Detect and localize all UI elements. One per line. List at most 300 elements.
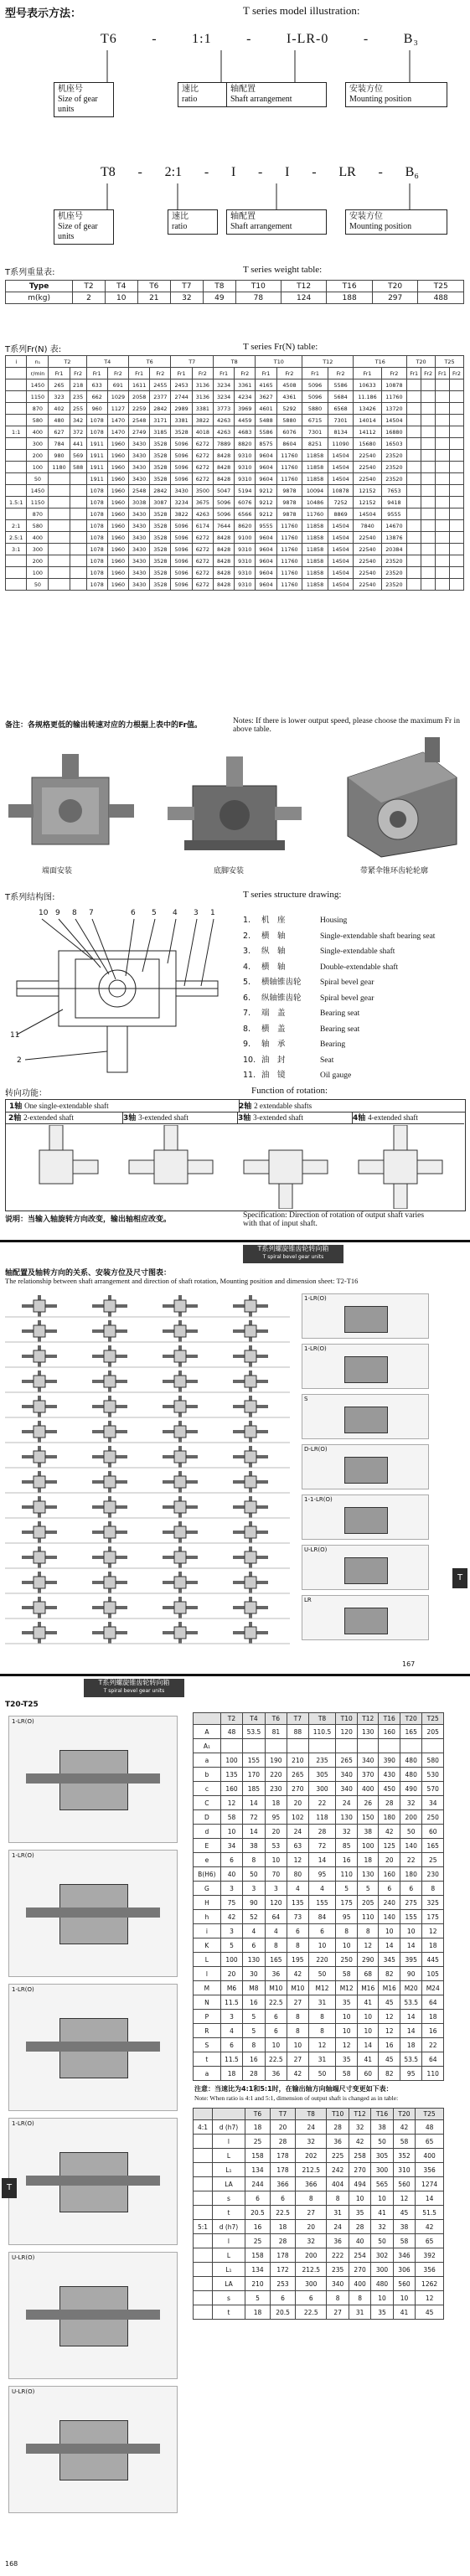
fr-value-cell: 15680 [354, 438, 381, 450]
arrangement-diagram [163, 1597, 198, 1618]
dim-value-cell: 170 [243, 1768, 265, 1782]
dim-value-cell: M16 [379, 1981, 400, 1995]
fr-value-cell: 1078 [86, 426, 107, 438]
fr-value-cell: 14504 [328, 520, 354, 532]
fr-value-cell: 3430 [129, 567, 150, 579]
fr-value-cell: 2548 [129, 485, 150, 497]
fr-value-cell: 1960 [107, 473, 128, 485]
fr-value-cell: 14504 [328, 544, 354, 555]
dim-value-cell: 3 [220, 2010, 242, 2024]
fr-value-cell: 8620 [235, 520, 256, 532]
fr-speed-cell: 1150 [27, 497, 49, 508]
arrangement-diagram [163, 1371, 198, 1392]
fr-value-cell: 20384 [381, 544, 407, 555]
fr-value-cell: 14504 [381, 415, 407, 426]
fr-value-cell: 6272 [192, 567, 213, 579]
dim-value-cell: 8 [287, 1938, 309, 1953]
fr-value-cell: 4165 [256, 379, 276, 391]
dim-value-cell: 95 [336, 1910, 358, 1924]
dim-value-cell: 6 [265, 2010, 287, 2024]
dim-row [194, 1739, 444, 1753]
fr-value-cell: 1911 [86, 462, 107, 473]
fr-value-cell: 2749 [129, 426, 150, 438]
fr-value-cell: 23520 [381, 555, 407, 567]
part-name-en: Spiral bevel gear [320, 994, 374, 1003]
part-item [243, 991, 465, 1007]
fr-value-cell [49, 473, 70, 485]
arrangement-diagram [233, 1345, 268, 1367]
fr-value-cell: 3430 [129, 520, 150, 532]
dim-value-cell: 95 [400, 2067, 421, 2081]
fr-ratio-cell [6, 438, 27, 450]
page-divider-2 [0, 1674, 470, 1676]
fr-value-cell: 5096 [302, 379, 328, 391]
fr-ratio-cell [6, 555, 27, 567]
fr-value-cell [421, 497, 436, 508]
dim-value-cell: 16 [243, 1995, 265, 2010]
fr-value-cell: 480 [49, 415, 70, 426]
fr-value-cell: 16880 [381, 426, 407, 438]
fr-value-cell [407, 462, 421, 473]
dim-value-cell: 64 [422, 1995, 444, 2010]
fr-value-cell: 5096 [171, 532, 192, 544]
fr-value-cell: 6076 [276, 426, 302, 438]
arrangement-diagram [163, 1572, 198, 1593]
callout-6: 6 [131, 909, 136, 917]
ratio-value-cell: 6 [245, 2191, 270, 2206]
arrangement-diagram [22, 1295, 57, 1317]
product-photo-cutaway [331, 736, 465, 861]
arrangement-diagram [92, 1597, 127, 1618]
model-code-1 [101, 32, 419, 47]
fr-header-sub: Fr1 [302, 368, 328, 379]
part-number: 3. [243, 947, 251, 956]
fr-value-cell: 1470 [107, 415, 128, 426]
dim-value-cell: 80 [287, 1867, 309, 1882]
dim-value-cell: M8 [243, 1981, 265, 1995]
fr-value-cell: 11858 [302, 579, 328, 591]
ratio-value-cell: 244 [245, 2177, 270, 2191]
fr-value-cell: 2377 [150, 391, 171, 403]
fr-value-cell: 7644 [213, 520, 234, 532]
fr-speed-cell: 100 [27, 462, 49, 473]
fr-value-cell: 2453 [171, 379, 192, 391]
fr-value-cell: 3500 [192, 485, 213, 497]
fr-value-cell: 3627 [256, 391, 276, 403]
fr-value-cell [421, 544, 436, 555]
arrangement-diagram [92, 1521, 127, 1543]
ratio-value-cell: 6 [271, 2291, 296, 2305]
dim-row [194, 1967, 444, 1981]
dim-value-cell: 30 [243, 1967, 265, 1981]
dim-value-cell: 180 [400, 1867, 421, 1882]
fr-header-sub: Fr1 [256, 368, 276, 379]
dim-value-cell: 41 [357, 1995, 379, 2010]
fr-value-cell [449, 415, 463, 426]
fr-value-cell: 8251 [302, 438, 328, 450]
fr-value-cell [407, 438, 421, 450]
arrangement-diagram [92, 1320, 127, 1342]
dim-value-cell: 3 [243, 1882, 265, 1896]
dim-value-cell: 14 [400, 1938, 421, 1953]
dim-value-cell: 130 [336, 1810, 358, 1825]
fr-value-cell: 23520 [381, 567, 407, 579]
dim-row [194, 2038, 444, 2052]
dim-value-cell: 10 [400, 1924, 421, 1938]
arrangement-diagram [22, 1521, 57, 1543]
ratio-value-cell: 6 [271, 2191, 296, 2206]
fr-value-cell: 4601 [256, 403, 276, 415]
fr-value-cell: 3136 [192, 379, 213, 391]
part-name-en: Spiral bevel gear [320, 978, 374, 987]
fr-value-cell: 9878 [276, 508, 302, 520]
fr-value-cell: 9604 [256, 473, 276, 485]
fr-row [6, 438, 464, 450]
fr-header-sub: Fr2 [192, 368, 213, 379]
side-tab-t: T [452, 1568, 467, 1588]
ratio-header-cell: T6 [245, 2109, 270, 2120]
fr-value-cell: 3234 [171, 497, 192, 508]
dim-value-cell: 84 [308, 1910, 336, 1924]
ratio-note-cn: 注意：当速比为4:1和5:1时，在输出轴方向轴端尺寸变更如下表： [194, 2085, 393, 2093]
dim-symbol-cell: e [194, 1853, 221, 1867]
fr-value-cell [49, 497, 70, 508]
dim-header-cell: T12 [357, 1713, 379, 1725]
fr-ratio-cell [6, 579, 27, 591]
ratio-label-cell [194, 2305, 213, 2320]
fr-value-cell: 22540 [354, 450, 381, 462]
dim-value-cell: 18 [265, 1796, 287, 1810]
dim-value-cell: 52 [243, 1910, 265, 1924]
fr-value-cell: 11090 [328, 438, 354, 450]
fr-value-cell: 1127 [107, 403, 128, 415]
dim-value-cell: 14 [243, 1825, 265, 1839]
callout-8: 8 [72, 909, 77, 917]
dim-value-cell: 120 [265, 1896, 287, 1910]
fr-value-cell: 3234 [213, 391, 234, 403]
dim-value-cell: 10 [308, 1938, 336, 1953]
dim-value-cell: 220 [265, 1768, 287, 1782]
arrangement-diagram [22, 1622, 57, 1644]
dim-value-cell: 16 [336, 1853, 358, 1867]
ratio-value-cell: 18 [271, 2220, 296, 2234]
dim-value-cell: 250 [336, 1953, 358, 1967]
fr-value-cell: 3528 [150, 438, 171, 450]
ratio-row [194, 2248, 444, 2263]
dim-value-cell: 70 [265, 1867, 287, 1882]
fr-value-cell: 1960 [107, 520, 128, 532]
dim-value-cell: 125 [379, 1839, 400, 1853]
fr-value-cell [436, 391, 450, 403]
ratio-value-cell: 51.5 [416, 2206, 444, 2220]
dim-value-cell: 53.5 [243, 1725, 265, 1739]
fr-speed-cell: 1450 [27, 379, 49, 391]
fr-value-cell: 5096 [171, 579, 192, 591]
fr-value-cell [407, 391, 421, 403]
fr-value-cell: 9418 [381, 497, 407, 508]
weight-value-cell: 78 [235, 292, 281, 304]
dim-value-cell: 64 [265, 1910, 287, 1924]
gearbox-outline [344, 1356, 388, 1383]
dimension-drawing-label: 1-LR(O) [304, 1295, 327, 1302]
dim-value-cell: 34 [220, 1839, 242, 1853]
part-number: 4. [243, 962, 251, 972]
part-name-cn: 油 封 [261, 1055, 286, 1065]
weight-value-cell: 10 [105, 292, 137, 304]
dim-value-cell: 205 [357, 1896, 379, 1910]
fr-row [6, 555, 464, 567]
ratio-value-cell: 31 [327, 2206, 349, 2220]
ratio-label-cell [194, 2206, 213, 2220]
fr-value-cell: 8820 [235, 438, 256, 450]
ratio-row [194, 2206, 444, 2220]
fr-value-cell [70, 567, 86, 579]
dim-symbol-cell: E [194, 1839, 221, 1853]
ratio-value-cell: 10 [349, 2191, 370, 2206]
gearbox-outline [344, 1507, 388, 1534]
fr-value-cell: 9310 [235, 555, 256, 567]
dimension-section-title: T20-T25 [5, 1701, 39, 1709]
fr-value-cell: 11760 [276, 567, 302, 579]
dim-value-cell [220, 1739, 242, 1753]
dim-value-cell: M12 [336, 1981, 358, 1995]
dim-value-cell: 10 [287, 2038, 309, 2052]
dimension-drawing [302, 1494, 429, 1540]
fr-row [6, 567, 464, 579]
dim-value-cell: 48 [220, 1725, 242, 1739]
dim-symbol-cell: h [194, 1910, 221, 1924]
fr-value-cell: 1911 [86, 450, 107, 462]
fr-value-cell: 22540 [354, 567, 381, 579]
fr-ratio-cell [6, 508, 27, 520]
dim-value-cell: 160 [379, 1725, 400, 1739]
dim-value-cell: 35 [336, 1995, 358, 2010]
dim-value-cell: 220 [308, 1953, 336, 1967]
fr-value-cell: 3528 [150, 555, 171, 567]
fr-value-cell: 11858 [302, 555, 328, 567]
dim-symbol-cell: A [194, 1725, 221, 1739]
fr-value-cell: 3361 [235, 379, 256, 391]
ratio-row [194, 2135, 444, 2149]
dimension-drawing-label: 1-LR(O) [304, 1345, 327, 1352]
fr-value-cell: 1078 [86, 544, 107, 555]
fr-value-cell: 8428 [213, 567, 234, 579]
arrangement-diagram [22, 1572, 57, 1593]
ratio-value-cell: 1274 [416, 2177, 444, 2191]
fr-value-cell: 8604 [276, 438, 302, 450]
dim-value-cell: 58 [336, 1967, 358, 1981]
function-title-cn: 转向功能： [5, 1089, 47, 1098]
dim-value-cell: 340 [336, 1768, 358, 1782]
ratio-value-cell: 24 [296, 2120, 327, 2135]
fr-value-cell: 3430 [129, 532, 150, 544]
ratio-value-cell: 302 [371, 2248, 393, 2263]
ratio-value-cell: 36 [327, 2135, 349, 2149]
ratio-value-cell: 202 [296, 2149, 327, 2163]
fr-value-cell: 8869 [328, 508, 354, 520]
fr-value-cell [436, 497, 450, 508]
ratio-row [194, 2305, 444, 2320]
dim-value-cell: 140 [379, 1910, 400, 1924]
dim-value-cell: 35 [336, 2052, 358, 2067]
ratio-value-cell: 254 [349, 2248, 370, 2263]
dim-value-cell: 28 [379, 1796, 400, 1810]
fr-value-cell: 9878 [276, 497, 302, 508]
fr-value-cell: 3185 [150, 426, 171, 438]
fr-value-cell: 5096 [171, 473, 192, 485]
ratio-value-cell: 22.5 [296, 2305, 327, 2320]
label-ratio-2: 速比 ratio [168, 209, 218, 235]
dim-value-cell: 130 [243, 1953, 265, 1967]
fr-header-sub: Fr1 [129, 368, 150, 379]
ratio-value-cell: 366 [296, 2177, 327, 2191]
ratio-value-cell: 560 [393, 2277, 415, 2291]
fr-value-cell [407, 508, 421, 520]
dim-value-cell: 31 [308, 2052, 336, 2067]
arrangement-diagram [22, 1546, 57, 1568]
fr-value-cell: 11858 [302, 520, 328, 532]
arrangement-diagram [92, 1546, 127, 1568]
fr-value-cell [449, 508, 463, 520]
dim-value-cell: 3 [220, 1882, 242, 1896]
fr-value-cell: 3822 [192, 415, 213, 426]
arrangement-diagram [22, 1446, 57, 1468]
fr-value-cell: 1960 [107, 532, 128, 544]
fr-value-cell: 5096 [171, 462, 192, 473]
fr-row [6, 532, 464, 544]
dimension-drawing-label: U-LR(O) [12, 2254, 35, 2261]
arrangement-diagram [22, 1597, 57, 1618]
fr-note-cn: 备注：各规格更低的输出转速对应的力根据上表中的Fr值。 [5, 721, 203, 730]
fr-value-cell: 1960 [107, 508, 128, 520]
fr-value-cell [421, 438, 436, 450]
fr-value-cell: 22540 [354, 579, 381, 591]
dim-row [194, 1825, 444, 1839]
dim-value-cell: 95 [308, 1867, 336, 1882]
dim-symbol-cell: R [194, 2024, 221, 2038]
ratio-value-cell: 41 [393, 2305, 415, 2320]
arrangement-diagram [233, 1295, 268, 1317]
dim-symbol-cell: N [194, 1995, 221, 2010]
dim-symbol-cell: t [194, 2052, 221, 2067]
ratio-header-cell: T12 [349, 2109, 370, 2120]
fr-value-cell: 9604 [256, 555, 276, 567]
gearbox-outline [344, 1608, 388, 1634]
arrangement-diagram [233, 1421, 268, 1443]
dim-value-cell: 345 [379, 1953, 400, 1967]
dim-value-cell: 16 [422, 2024, 444, 2038]
ratio-value-cell: 178 [271, 2248, 296, 2263]
dim-value-cell: 4 [243, 1924, 265, 1938]
fr-value-cell: 1960 [107, 438, 128, 450]
dim-row [194, 1938, 444, 1953]
fr-value-cell: 13720 [381, 403, 407, 415]
fr-value-cell: 1960 [107, 497, 128, 508]
dimension-drawing-label: S [304, 1396, 308, 1402]
weight-value-cell: 21 [137, 292, 170, 304]
ratio-label-cell [194, 2149, 213, 2163]
fr-value-cell: 1078 [86, 497, 107, 508]
fr-value-cell: 11858 [302, 462, 328, 473]
fr-header-size: T7 [171, 356, 213, 368]
fr-speed-cell: 1150 [27, 391, 49, 403]
ratio-value-cell: 20.5 [271, 2305, 296, 2320]
fr-value-cell: 3430 [129, 579, 150, 591]
dim-value-cell: 22 [400, 1853, 421, 1867]
fr-value-cell: 5096 [171, 567, 192, 579]
fr-ratio-cell: 2.5:1 [6, 532, 27, 544]
fr-value-cell [407, 379, 421, 391]
dim-value-cell: 25 [422, 1853, 444, 1867]
fr-value-cell: 6272 [192, 462, 213, 473]
fr-value-cell: 1611 [129, 379, 150, 391]
fr-value-cell: 14670 [381, 520, 407, 532]
fr-speed-cell: 400 [27, 532, 49, 544]
ratio-label-cell: L₁ [213, 2263, 245, 2277]
ratio-row [194, 2149, 444, 2163]
fr-value-cell: 5096 [213, 508, 234, 520]
fr-speed-cell: 580 [27, 520, 49, 532]
dim-value-cell: 95 [265, 1810, 287, 1825]
label-size: 机座号 Size of gear units [54, 82, 114, 117]
dimension-drawing-label: 1-1-LR(O) [304, 1496, 333, 1503]
fr-value-cell: 5586 [256, 426, 276, 438]
fr-value-cell: 3528 [150, 462, 171, 473]
side-tab-t-2: T [2, 2178, 17, 2198]
dim-value-cell: 6 [379, 1882, 400, 1896]
arrangement-diagram [233, 1597, 268, 1618]
fr-value-cell: 22540 [354, 473, 381, 485]
dim-value-cell: 430 [379, 1768, 400, 1782]
fr-value-cell: 11.186 [354, 391, 381, 403]
function-title-en: Function of rotation: [251, 1086, 328, 1096]
dim-value-cell: 340 [357, 1753, 379, 1768]
fr-value-cell: 11760 [381, 391, 407, 403]
dim-value-cell: 50 [243, 1867, 265, 1882]
part-item [243, 960, 465, 976]
fr-value-cell [421, 391, 436, 403]
ratio-label-cell [194, 2248, 213, 2263]
fr-value-cell: 1078 [86, 485, 107, 497]
ratio-value-cell: 27 [327, 2305, 349, 2320]
fr-value-cell: 23520 [381, 450, 407, 462]
fr-value-cell: 11760 [276, 473, 302, 485]
dimension-table [193, 1712, 444, 2081]
fr-value-cell: 9604 [256, 579, 276, 591]
ratio-row [194, 2191, 444, 2206]
fr-value-cell: 4018 [192, 426, 213, 438]
arrangement-diagram [233, 1521, 268, 1543]
part-name-cn: 纵轴锥齿轮 [261, 993, 302, 1003]
fr-value-cell: 6272 [192, 450, 213, 462]
dim-value-cell: 14 [308, 1853, 336, 1867]
fr-value-cell: 5586 [328, 379, 354, 391]
ratio-value-cell: 178 [271, 2163, 296, 2177]
dim-value-cell: 325 [422, 1896, 444, 1910]
ratio-value-cell: 14 [416, 2191, 444, 2206]
fr-value-cell: 588 [70, 462, 86, 473]
ratio-value-cell: 25 [245, 2135, 270, 2149]
ratio-value-cell: 8 [349, 2291, 370, 2305]
dim-value-cell: 8 [308, 2024, 336, 2038]
fr-value-cell: 3430 [129, 555, 150, 567]
dim-value-cell: 155 [243, 1753, 265, 1768]
fr-ratio-cell [6, 462, 27, 473]
fr-value-cell: 3430 [129, 450, 150, 462]
arrangement-diagram [233, 1546, 268, 1568]
fr-value-cell: 16503 [381, 438, 407, 450]
part-name-cn: 纵 轴 [261, 947, 286, 956]
